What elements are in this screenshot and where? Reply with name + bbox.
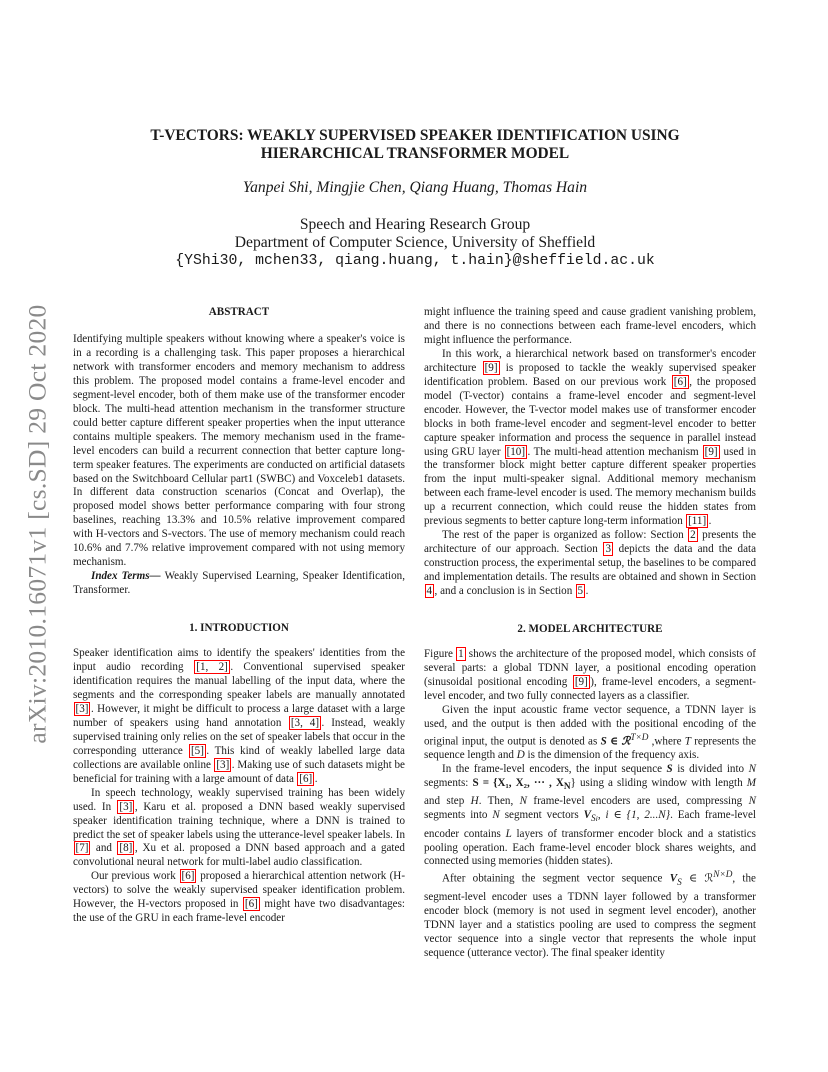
citation-link[interactable]: [1, 2] xyxy=(196,661,228,674)
citation-link[interactable]: [6] xyxy=(244,898,258,911)
section-link[interactable]: 5 xyxy=(577,585,584,598)
index-terms-text: Weakly Supervised Learning, Speaker Identification, Transformer. xyxy=(73,570,405,597)
abstract-text: Identifying multiple speakers without knowing where a speaker's voice is in a recording is a challenging task. This paper proposes a hierarchical network with transformer encoders and memory mechanism to address this problem. The proposed model contains a frame-level encoder and segment-level encoder, both of them make use of the transformer encoder block. The multi-head attention mechanism in the transformer structure could better capture different speaker properties when the input utterance contains multiple speakers. The memory mechanism used in the frame-level encoders can build a recurrent connection that better capture long-term speaker features. The experiments are conducted on artificial datasets based on the Switchboard Cellular part1 (SWBC) and Voxceleb1 datasets. In different data construction scenarios (Concat and Overlap), the proposed model shows better performance comparing with four strong baselines, reaching 13.3% and 10.5% relative improvement compared with H-vectors and S-vectors. The use of memory mechanism could reach 10.6% and 7.7% relative improvement compared with not using memory mechanism. xyxy=(73,333,405,569)
citation-link[interactable]: [3] xyxy=(75,702,89,715)
citation-link[interactable]: [6] xyxy=(181,870,195,883)
citation-link[interactable]: [9] xyxy=(704,445,718,458)
model-paragraph-4: After obtaining the segment vector sequence $V_S$ ∈ ℛ$^{N\times D}$, the segment-level encoder uses a TDNN layer followed by a transformer encoder block (memory is not used in segment level encoder), another TDNN layer and a statistics pooling are used to compress the segment vector sequence into a single vector that represents the whole input sequence (utterance vector). The final speaker identity xyxy=(424,870,756,960)
figure-link[interactable]: 1 xyxy=(458,648,464,661)
arxiv-id: arXiv:2010.16071v1 [cs.SD] 29 Oct 2020 xyxy=(23,304,52,744)
title-line-1: T-VECTORS: WEAKLY SUPERVISED SPEAKER IDENTIFICATION USING xyxy=(150,127,680,144)
model-paragraph-2: Given the input acoustic frame vector sequence, a TDNN layer is used, and the output is then added with the positional encoding of the original input, the output is denoted as S ∈ ℛ$^{T\times D}$ ,where T represents the sequence length and D is the dimension of the frequency axis. xyxy=(424,703,756,762)
citation-link[interactable]: [9] xyxy=(574,675,588,688)
affiliation-department: Department of Computer Science, University of Sheffield xyxy=(234,234,596,251)
citation-link[interactable]: [3, 4] xyxy=(290,716,320,729)
paper-title xyxy=(70,127,760,163)
author-emails: {YShi30, mchen33, qiang.huang, t.hain}@sheffield.ac.uk xyxy=(175,253,655,269)
affiliation-block xyxy=(70,216,760,270)
intro-paragraph-1: Speaker identification aims to identify the speakers' identities from the input audio recording [1, 2] . Conventional supervised speaker identification requires the manual labelling of the input data, where the segments and the corresponding speaker labels are manually annotated [3] . However, it might be difficult to process a large dataset with a large number of speakers using hand annotation [3, 4] . Instead, weakly supervised training only relies on the set of speaker labels that occur in the corresponding utterance [5] . This kind of weakly labelled large data collections are available online [3] . Making use of such datasets might be beneficial for training with a large amount of data [6] . xyxy=(73,647,405,785)
model-paragraph-3: In the frame-level encoders, the input sequence S is divided into N segments: S = {X₁, X₂, ··· , $X_N$} using a sliding window with length M and step H. Then, N frame-level encoders are used, compressing N segments into N segment vectors $V_{Si}$, i ∈ {1, 2...N}. Each frame-level encoder contains L layers of transformer encoder block and a statistics pooling operation. Each frame-level encoder block shares weights, and connected using memories (hidden states). xyxy=(424,763,757,868)
section-link[interactable]: 2 xyxy=(690,529,696,542)
intro-paragraph-4: In this work, a hierarchical network based on transformer's encoder architecture [9] is proposed to tackle the weakly supervised speaker identification problem. Based on our previous work [6] , the proposed model (T-vector) contains a frame-level encoder and segment-level encoder. However, the T-vector model makes use of transformer encoder blocks in both frame-level encoder and segment-level encoder to better capture speaker information and process the sequence in parallel instead using GRU layer [10] . The multi-head attention mechanism [9] used in the transformer block might better capture different speaker properties from the input multi-speaker signal. Additional memory mechanism between each frame-level encoder is used. The memory mechanism builds up a recurrent connection, which could reuse the hidden states from previous segments to better capture long-term information [11] . xyxy=(424,347,757,528)
intro-continued-paragraph: might influence the training speed and cause gradient vanishing problem, and there is no connections between each frame-level encoders, which might influence the performance. xyxy=(424,306,756,346)
model-paragraph-1: Figure 1 shows the architecture of the proposed model, which consists of several parts: a global TDNN layer, a positional encoding operation (sinusoidal positional encoding [9] ), frame-level encoders, a segment-level encoder, and two fully connected layers as a classifier. xyxy=(424,648,756,702)
citation-link[interactable]: [7] xyxy=(75,842,89,855)
index-terms xyxy=(73,570,405,598)
citation-link[interactable]: [9] xyxy=(484,361,498,374)
citation-link[interactable]: [6] xyxy=(299,772,313,785)
affiliation-group: Speech and Hearing Research Group xyxy=(299,216,531,233)
citation-link[interactable]: [11] xyxy=(688,515,707,528)
citation-link[interactable]: [3] xyxy=(216,758,230,771)
introduction-heading: 1. INTRODUCTION xyxy=(189,622,289,635)
arxiv-stamp xyxy=(22,289,54,759)
abstract-heading: ABSTRACT xyxy=(208,306,270,318)
citation-link[interactable]: [6] xyxy=(673,375,687,388)
section-link[interactable]: 4 xyxy=(426,585,433,598)
title-line-2: HIERARCHICAL TRANSFORMER MODEL xyxy=(260,145,570,162)
model-architecture-heading: 2. MODEL ARCHITECTURE xyxy=(517,623,663,636)
citation-link[interactable]: [8] xyxy=(119,842,133,855)
intro-paragraph-2: In speech technology, weakly supervised training has been widely used. In [3] , Karu et al. proposed a DNN based weakly supervised speaker identification training technique, where a DNN is trained to predict the set of speaker labels using the utterance-level speaker labels. In [7] and [8] , Xu et al. proposed a DNN based approach and a gated convolutional neural network for multi-label audio classification. xyxy=(73,786,405,869)
left-column xyxy=(73,306,405,926)
author-list: Yanpei Shi, Mingjie Chen, Qiang Huang, Thomas Hain xyxy=(242,179,588,196)
section-link[interactable]: 3 xyxy=(605,543,611,556)
citation-link[interactable]: [10] xyxy=(506,445,526,458)
intro-paragraph-3: Our previous work [6] proposed a hierarchical attention network (H-vectors) to solve the weakly supervised speaker identification problem. However, the H-vectors proposed in [6] might have two disadvantages: the use of the GRU in each frame-level encoder xyxy=(73,870,406,925)
index-terms-label: Index Terms— xyxy=(91,570,161,583)
intro-paragraph-5: The rest of the paper is organized as follow: Section 2 presents the architecture of our approach. Section 3 depicts the data and the data construction process, the experimental setup, the baselines to be compared and implementation details. The results are obtained and shown in Section 4 , and a conclusion is in Section 5 . xyxy=(424,529,756,598)
right-column xyxy=(424,306,756,961)
citation-link[interactable]: [5] xyxy=(190,744,204,757)
citation-link[interactable]: [3] xyxy=(119,800,133,813)
